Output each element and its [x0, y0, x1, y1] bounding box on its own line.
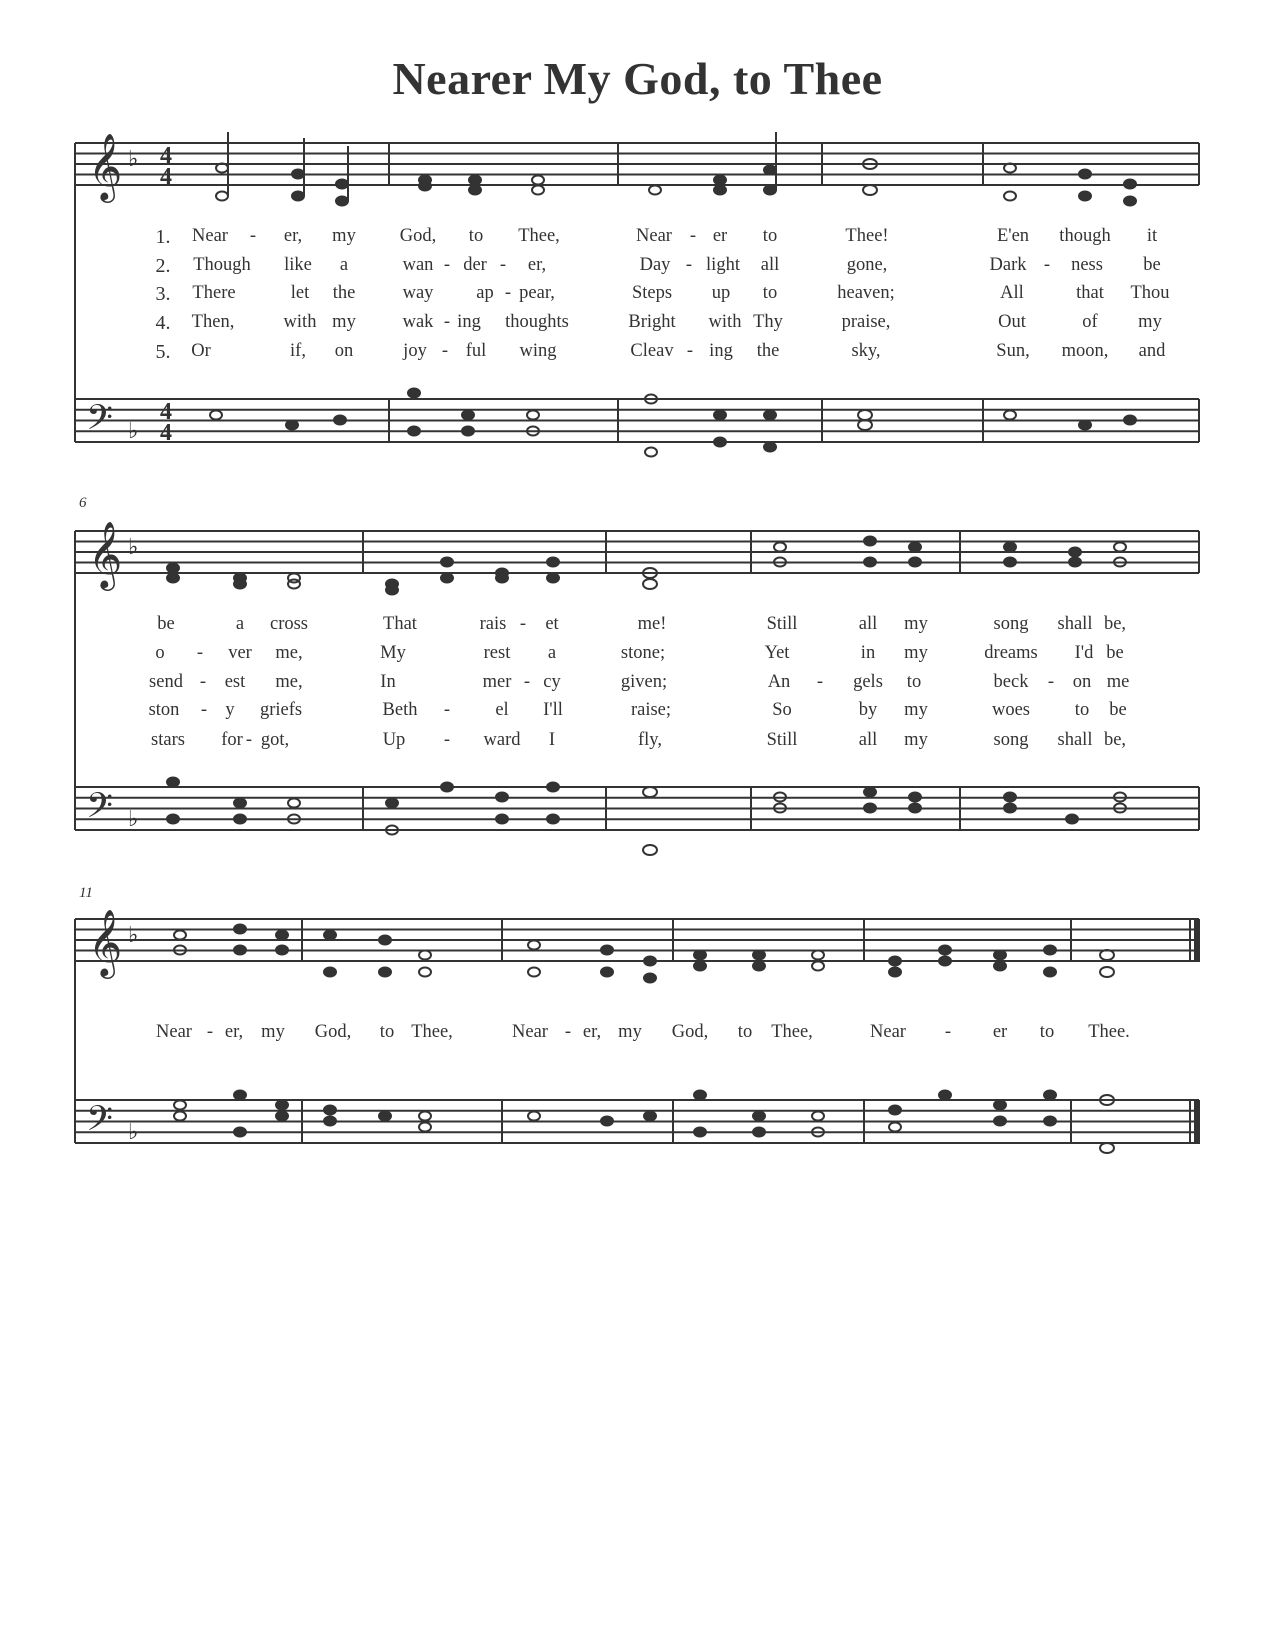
lyric-syllable: that	[1076, 283, 1104, 303]
lyric-syllable: Sun,	[996, 341, 1030, 361]
lyric-syllable: et	[545, 614, 559, 634]
lyric-syllable: rais	[479, 614, 507, 634]
lyric-syllable: Still	[766, 730, 798, 750]
lyric-hyphen: -	[196, 643, 204, 663]
lyric-syllable: wan	[402, 255, 434, 275]
lyric-syllable: in	[860, 643, 876, 663]
lyric-syllable: to	[762, 226, 778, 246]
lyric-hyphen: -	[443, 700, 451, 720]
lyric-syllable: raise;	[630, 700, 672, 720]
lyric-syllable: est	[224, 672, 246, 692]
lyric-syllable: God,	[671, 1022, 709, 1042]
lyric-syllable: My	[380, 643, 406, 663]
lyric-hyphen: -	[564, 1022, 572, 1042]
lyric-syllable: ward	[483, 730, 521, 750]
lyric-syllable: stone;	[620, 643, 666, 663]
svg-text:4: 4	[160, 143, 172, 169]
lyric-syllable: cross	[269, 614, 309, 634]
bass-clef-icon: 𝄢	[86, 1098, 114, 1147]
lyric-syllable: I'll	[543, 700, 563, 720]
lyric-syllable: got,	[260, 730, 290, 750]
verse-number: 5.	[155, 341, 171, 363]
lyric-syllable: my	[261, 1022, 285, 1042]
svg-text:4: 4	[160, 399, 172, 425]
bass-clef-icon: 𝄢	[86, 397, 114, 446]
lyric-syllable: An	[767, 672, 791, 692]
lyric-syllable: So	[772, 700, 792, 720]
svg-text:♭: ♭	[128, 535, 139, 560]
lyric-syllable: of	[1082, 312, 1098, 332]
lyric-syllable: and	[1138, 341, 1166, 361]
svg-text:4: 4	[160, 164, 172, 190]
lyric-syllable: shall	[1057, 614, 1093, 634]
lyric-syllable: er,	[224, 1022, 244, 1042]
lyric-syllable: all	[760, 255, 780, 275]
lyric-syllable: for	[221, 730, 243, 750]
lyric-syllable: er	[992, 1022, 1008, 1042]
verse-number: 3.	[155, 283, 171, 305]
lyric-syllable: my	[618, 1022, 642, 1042]
lyric-syllable: Thou	[1130, 283, 1170, 303]
lyric-syllable: Thee,	[411, 1022, 453, 1042]
lyric-syllable: Steps	[631, 283, 673, 303]
lyric-syllable: heaven;	[837, 283, 895, 303]
lyric-syllable: let	[290, 283, 310, 303]
lyric-syllable: way	[402, 283, 434, 303]
lyric-hyphen: -	[443, 312, 451, 332]
lyric-syllable: er,	[582, 1022, 602, 1042]
svg-text:♭: ♭	[128, 923, 139, 948]
lyric-syllable: thoughts	[505, 312, 569, 332]
lyric-syllable: if,	[290, 341, 306, 361]
lyric-syllable: be	[157, 614, 175, 634]
lyric-syllable: shall	[1057, 730, 1093, 750]
lyric-syllable: ver	[228, 643, 252, 663]
lyric-syllable: moon,	[1061, 341, 1109, 361]
lyric-syllable: stars	[151, 730, 185, 750]
lyric-syllable: on	[1072, 672, 1092, 692]
lyric-syllable: Near	[512, 1022, 548, 1042]
hymn-title: Nearer My God, to Thee	[392, 53, 883, 104]
lyric-syllable: a	[547, 643, 557, 663]
lyric-syllable: I'd	[1074, 643, 1094, 663]
lyric-syllable: be	[1109, 700, 1127, 720]
lyric-syllable: Near	[636, 226, 672, 246]
verse-number: 4.	[155, 312, 171, 334]
lyric-syllable: my	[904, 614, 928, 634]
lyric-syllable: er	[712, 226, 728, 246]
lyric-syllable: be	[1143, 255, 1161, 275]
lyric-hyphen: -	[441, 341, 449, 361]
lyric-syllable: ap	[476, 283, 494, 303]
lyric-hyphen: -	[199, 672, 207, 692]
lyric-syllable: cy	[543, 672, 561, 692]
lyric-hyphen: -	[206, 1022, 214, 1042]
lyric-syllable: God,	[314, 1022, 352, 1042]
lyric-syllable: my	[332, 312, 356, 332]
lyric-hyphen: -	[523, 672, 531, 692]
lyric-syllable: to	[379, 1022, 395, 1042]
lyric-syllable: Still	[766, 614, 798, 634]
lyric-syllable: be,	[1103, 730, 1127, 750]
lyric-syllable: Then,	[191, 312, 235, 332]
lyric-syllable: wing	[519, 341, 557, 361]
lyric-syllable: Though	[193, 255, 251, 275]
lyric-syllable: Dark	[989, 255, 1027, 275]
lyric-syllable: Thy	[753, 312, 783, 332]
lyric-syllable: er,	[527, 255, 547, 275]
lyric-hyphen: -	[689, 226, 697, 246]
lyric-syllable: on	[334, 341, 354, 361]
lyric-syllable: with	[283, 312, 317, 332]
lyric-syllable: song	[993, 614, 1029, 634]
lyric-syllable: er,	[283, 226, 303, 246]
lyric-syllable: Thee.	[1088, 1022, 1130, 1042]
lyric-syllable: Yet	[764, 643, 790, 663]
lyric-syllable: y	[225, 700, 235, 720]
lyric-syllable: Out	[998, 312, 1026, 332]
lyric-syllable: to	[468, 226, 484, 246]
lyric-syllable: rest	[483, 643, 511, 663]
lyric-syllable: my	[904, 643, 928, 663]
lyric-hyphen: -	[816, 672, 824, 692]
lyric-syllable: Near	[192, 226, 228, 246]
lyric-hyphen: -	[686, 341, 694, 361]
lyric-syllable: me,	[275, 672, 303, 692]
lyric-syllable: mer	[482, 672, 512, 692]
lyric-syllable: me,	[275, 643, 303, 663]
lyric-syllable: o	[155, 643, 165, 663]
lyric-syllable: gone,	[846, 255, 888, 275]
lyric-syllable: In	[380, 672, 396, 692]
verse-number: 2.	[155, 255, 171, 277]
lyric-syllable: gels	[853, 672, 883, 692]
lyric-syllable: Up	[382, 730, 406, 750]
lyric-syllable: my	[904, 700, 928, 720]
lyric-syllable: send	[149, 672, 183, 692]
lyric-syllable: All	[1000, 283, 1024, 303]
lyric-syllable: ful	[465, 341, 487, 361]
lyric-syllable: praise,	[841, 312, 891, 332]
lyric-syllable: with	[708, 312, 742, 332]
lyric-syllable: There	[192, 283, 236, 303]
lyric-hyphen: -	[443, 255, 451, 275]
treble-clef-icon: 𝄞	[88, 520, 123, 588]
lyric-hyphen: -	[1043, 255, 1051, 275]
lyric-syllable: beck	[993, 672, 1029, 692]
lyric-syllable: to	[737, 1022, 753, 1042]
treble-clef-icon: 𝄞	[88, 132, 123, 200]
lyric-syllable: Near	[156, 1022, 192, 1042]
lyric-syllable: all	[858, 730, 878, 750]
lyric-syllable: song	[993, 730, 1029, 750]
lyric-hyphen: -	[245, 730, 253, 750]
svg-text:♭: ♭	[128, 807, 139, 832]
lyric-syllable: E'en	[996, 226, 1030, 246]
lyric-syllable: Thee,	[771, 1022, 813, 1042]
lyric-syllable: up	[711, 283, 731, 303]
lyric-syllable: joy	[403, 341, 427, 361]
lyric-syllable: wak	[402, 312, 434, 332]
lyric-syllable: a	[235, 614, 245, 634]
lyric-syllable: Bright	[628, 312, 676, 332]
lyric-syllable: griefs	[259, 700, 303, 720]
lyric-syllable: el	[495, 700, 509, 720]
measure-number: 11	[79, 885, 93, 901]
lyric-syllable: like	[284, 255, 312, 275]
lyric-syllable: ing	[709, 341, 733, 361]
lyric-syllable: der	[463, 255, 487, 275]
lyric-syllable: That	[383, 614, 417, 634]
lyric-syllable: the	[332, 283, 356, 303]
lyric-hyphen: -	[200, 700, 208, 720]
measure-number: 6	[79, 495, 87, 511]
lyric-syllable: though	[1059, 226, 1111, 246]
lyric-syllable: dreams	[984, 643, 1038, 663]
lyric-syllable: my	[904, 730, 928, 750]
lyric-hyphen: -	[685, 255, 693, 275]
lyric-hyphen: -	[519, 614, 527, 634]
svg-text:♭: ♭	[128, 419, 139, 444]
svg-text:4: 4	[160, 420, 172, 446]
lyric-syllable: Beth	[382, 700, 418, 720]
lyric-hyphen: -	[1047, 672, 1055, 692]
lyric-syllable: by	[858, 700, 878, 720]
lyric-syllable: sky,	[851, 341, 881, 361]
lyric-syllable: ston	[148, 700, 180, 720]
lyric-syllable: light	[706, 255, 740, 275]
lyric-syllable: God,	[399, 226, 437, 246]
lyric-syllable: me	[1106, 672, 1130, 692]
lyric-syllable: a	[339, 255, 349, 275]
lyric-syllable: it	[1146, 226, 1158, 246]
lyric-syllable: Day	[639, 255, 671, 275]
lyric-syllable: my	[1138, 312, 1162, 332]
lyric-hyphen: -	[944, 1022, 952, 1042]
lyric-syllable: given;	[620, 672, 668, 692]
lyric-syllable: all	[858, 614, 878, 634]
lyric-hyphen: -	[499, 255, 507, 275]
lyric-syllable: I	[548, 730, 556, 750]
lyric-syllable: to	[906, 672, 922, 692]
lyric-syllable: Thee,	[518, 226, 560, 246]
lyric-syllable: Or	[191, 341, 211, 361]
lyric-syllable: Near	[870, 1022, 906, 1042]
lyric-hyphen: -	[249, 226, 257, 246]
treble-clef-icon: 𝄞	[88, 908, 123, 976]
lyric-syllable: Thee!	[845, 226, 889, 246]
bass-clef-icon: 𝄢	[86, 785, 114, 834]
lyric-syllable: ing	[457, 312, 481, 332]
refrain-lyrics	[0, 1022, 1275, 1046]
lyric-syllable: me!	[637, 614, 667, 634]
lyric-hyphen: -	[443, 730, 451, 750]
lyric-syllable: to	[1074, 700, 1090, 720]
lyric-syllable: woes	[991, 700, 1031, 720]
lyric-syllable: to	[762, 283, 778, 303]
lyric-syllable: be,	[1103, 614, 1127, 634]
svg-text:♭: ♭	[128, 1120, 139, 1145]
lyric-syllable: to	[1039, 1022, 1055, 1042]
verse-number: 1.	[155, 226, 171, 248]
svg-text:♭: ♭	[128, 147, 139, 172]
lyric-syllable: my	[332, 226, 356, 246]
lyric-syllable: be	[1106, 643, 1124, 663]
lyric-hyphen: -	[504, 283, 512, 303]
lyric-syllable: the	[756, 341, 780, 361]
lyric-syllable: fly,	[638, 730, 662, 750]
lyric-syllable: ness	[1071, 255, 1103, 275]
lyric-syllable: pear,	[519, 283, 555, 303]
lyric-syllable: Cleav	[630, 341, 674, 361]
